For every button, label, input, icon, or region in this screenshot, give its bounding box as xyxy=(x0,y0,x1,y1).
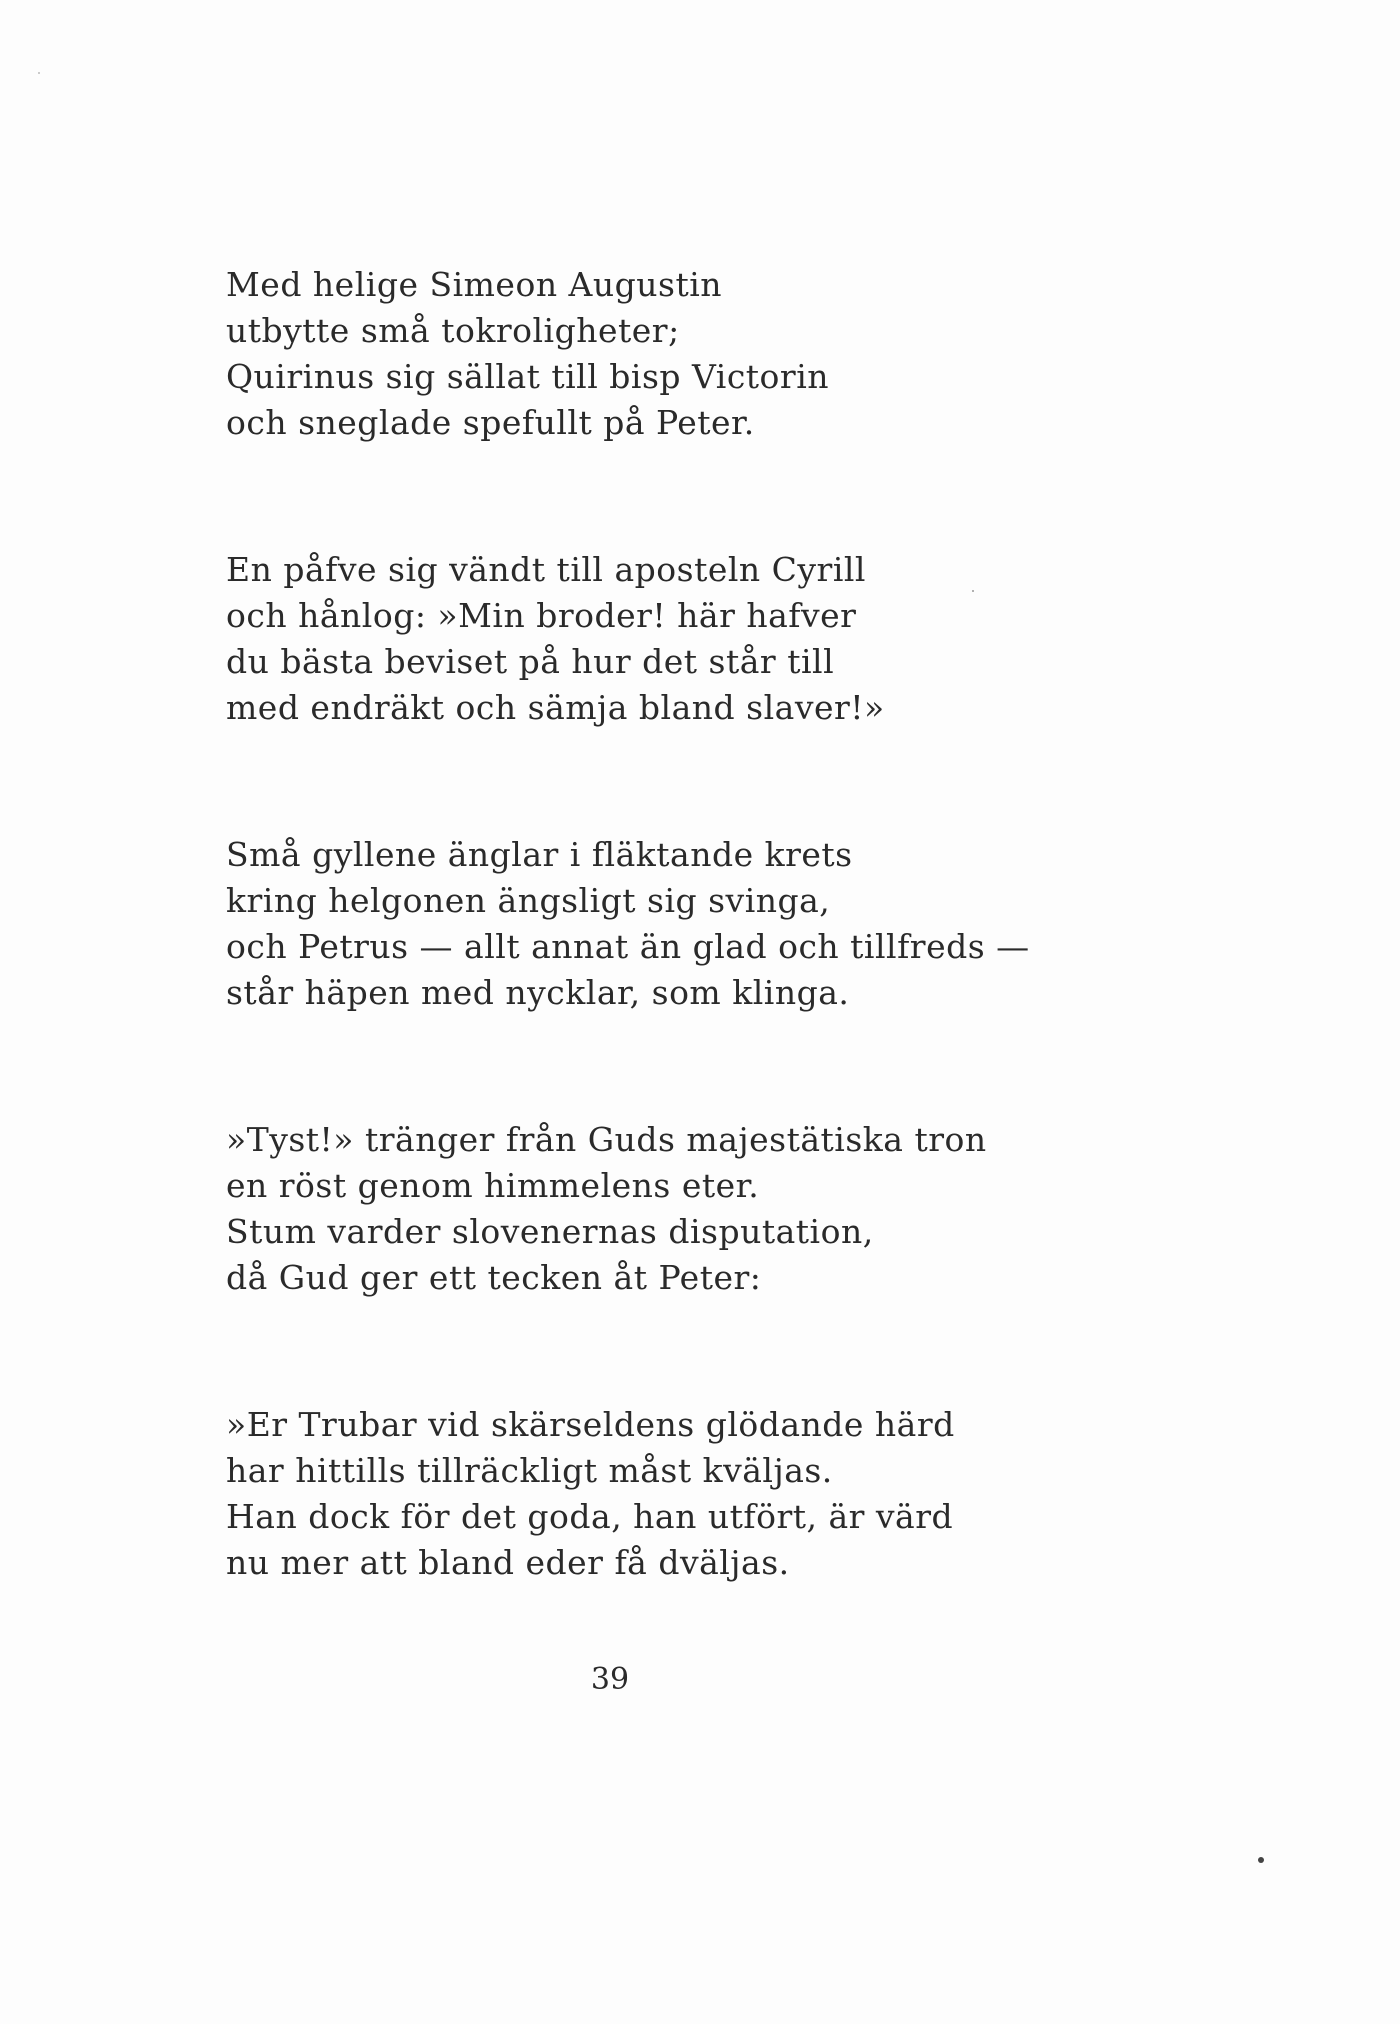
verse-line: »Er Trubar vid skärseldens glödande härd xyxy=(226,1405,955,1444)
ink-speck xyxy=(972,590,974,592)
stanza-5 xyxy=(226,1402,1266,1586)
verse-line: du bästa beviset på hur det står till xyxy=(226,642,835,681)
verse-line: Han dock för det goda, han utfört, är värd xyxy=(226,1497,954,1536)
verse-line: har hittills tillräckligt måst kväljas. xyxy=(226,1451,833,1490)
verse-line: Stum varder slovenernas disputation, xyxy=(226,1212,874,1251)
verse-line: Med helige Simeon Augustin xyxy=(226,265,723,304)
verse-line: »Tyst!» tränger från Guds majestätiska tron xyxy=(226,1120,987,1159)
verse-line: nu mer att bland eder få dväljas. xyxy=(226,1543,790,1582)
stanza-2 xyxy=(226,547,1266,731)
verse-line: står häpen med nycklar, som klinga. xyxy=(226,973,850,1012)
verse-line: Quirinus sig sällat till bisp Victorin xyxy=(226,357,830,396)
verse-line: En påfve sig vändt till aposteln Cyrill xyxy=(226,550,866,589)
verse-line: då Gud ger ett tecken åt Peter: xyxy=(226,1258,762,1297)
verse-line: utbytte små tokroligheter; xyxy=(226,311,680,350)
ink-speck xyxy=(1258,1857,1264,1863)
verse-line: kring helgonen ängsligt sig svinga, xyxy=(226,881,831,920)
verse-line: en röst genom himmelens eter. xyxy=(226,1166,760,1205)
verse-line: och Petrus — allt annat än glad och tillfreds — xyxy=(226,927,1030,966)
page-number: 39 xyxy=(590,1662,630,1697)
stanza-3 xyxy=(226,832,1266,1016)
verse-line: med endräkt och sämja bland slaver!» xyxy=(226,688,885,727)
stanza-4 xyxy=(226,1117,1266,1301)
verse-line: Små gyllene änglar i fläktande krets xyxy=(226,835,853,874)
stanza-1 xyxy=(226,262,1266,446)
verse-line: och hånlog: »Min broder! här hafver xyxy=(226,596,857,635)
poem-body xyxy=(226,262,1266,1687)
verse-line: och sneglade spefullt på Peter. xyxy=(226,403,755,442)
ink-speck xyxy=(38,72,40,74)
